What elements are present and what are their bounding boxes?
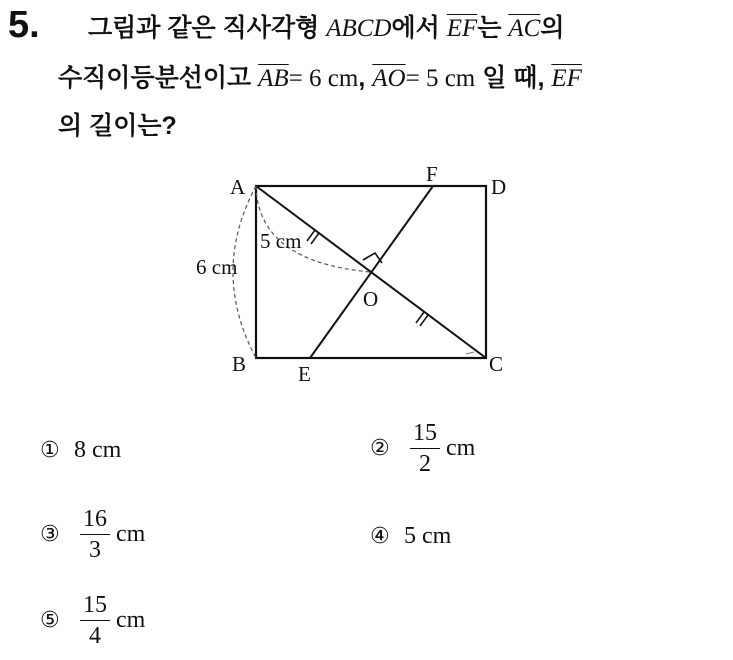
choice-5-denominator: 4 xyxy=(89,623,101,650)
choice-2-mark: ② xyxy=(370,436,390,462)
choice-4-value: 5 xyxy=(404,523,416,549)
segment-ef-line xyxy=(310,186,433,358)
choice-5-unit: cm xyxy=(116,607,146,634)
choice-2[interactable] xyxy=(370,420,475,478)
segment-ab: $\overline{AB}$ xyxy=(258,65,289,92)
segment-ef: $\overline{EF}$ xyxy=(446,15,478,42)
choice-1-mark: ① xyxy=(40,438,60,463)
choice-4-mark: ④ xyxy=(370,524,390,549)
question-line-1 xyxy=(88,16,565,41)
choice-5[interactable] xyxy=(40,592,145,650)
label-a: A xyxy=(230,175,246,199)
question-text: 에서 xyxy=(391,14,447,42)
angle-mark-c xyxy=(466,352,474,354)
question-text: 수직이등분선이고 xyxy=(58,64,259,92)
length-ab-label: 6 cm xyxy=(196,255,238,279)
label-f: F xyxy=(426,162,438,186)
label-d: D xyxy=(491,175,507,199)
choice-5-mark: ⑤ xyxy=(40,608,60,634)
choice-2-fraction xyxy=(410,420,440,478)
question-line-3: 의 길이는? xyxy=(58,112,177,140)
choice-4[interactable] xyxy=(370,523,451,550)
segment-ac: $\overline{AC}$ xyxy=(508,15,541,42)
question-text: 는 xyxy=(477,14,509,42)
problem-number: 5. xyxy=(8,4,40,46)
choice-2-denominator: 2 xyxy=(419,451,431,478)
choice-3-mark: ③ xyxy=(40,522,60,548)
rectangle-name: ABCD xyxy=(326,15,392,42)
choice-4-unit: cm xyxy=(422,523,452,549)
choice-3-unit: cm xyxy=(116,521,146,548)
choice-1-value: 8 xyxy=(74,437,86,463)
choice-1[interactable] xyxy=(40,437,121,464)
choice-1-unit: cm xyxy=(92,437,122,463)
question-text: 그림과 같은 직사각형 xyxy=(88,14,327,42)
question-line-2 xyxy=(58,66,582,91)
choice-3-fraction xyxy=(80,506,110,564)
choice-5-fraction xyxy=(80,592,110,650)
geometry-figure xyxy=(180,150,540,390)
length-ao-label: 5 cm xyxy=(260,229,302,253)
ab-length: = 6 cm xyxy=(288,65,359,92)
question-text: 일 때, xyxy=(475,64,552,92)
label-o: O xyxy=(363,287,379,311)
label-c: C xyxy=(489,352,504,376)
segment-ef: $\overline{EF}$ xyxy=(551,65,582,92)
choice-3-denominator: 3 xyxy=(89,537,101,564)
choice-2-unit: cm xyxy=(446,435,476,462)
label-b: B xyxy=(232,352,247,376)
question-text: 의 xyxy=(540,14,565,42)
choice-3[interactable] xyxy=(40,506,145,564)
choice-3-numerator: 16 xyxy=(80,506,110,535)
segment-ao: $\overline{AO}$ xyxy=(372,65,406,92)
choice-2-numerator: 15 xyxy=(410,420,440,449)
comma: , xyxy=(358,64,373,92)
ao-length: = 5 cm xyxy=(405,65,476,92)
label-e: E xyxy=(298,362,311,386)
choice-5-numerator: 15 xyxy=(80,592,110,621)
